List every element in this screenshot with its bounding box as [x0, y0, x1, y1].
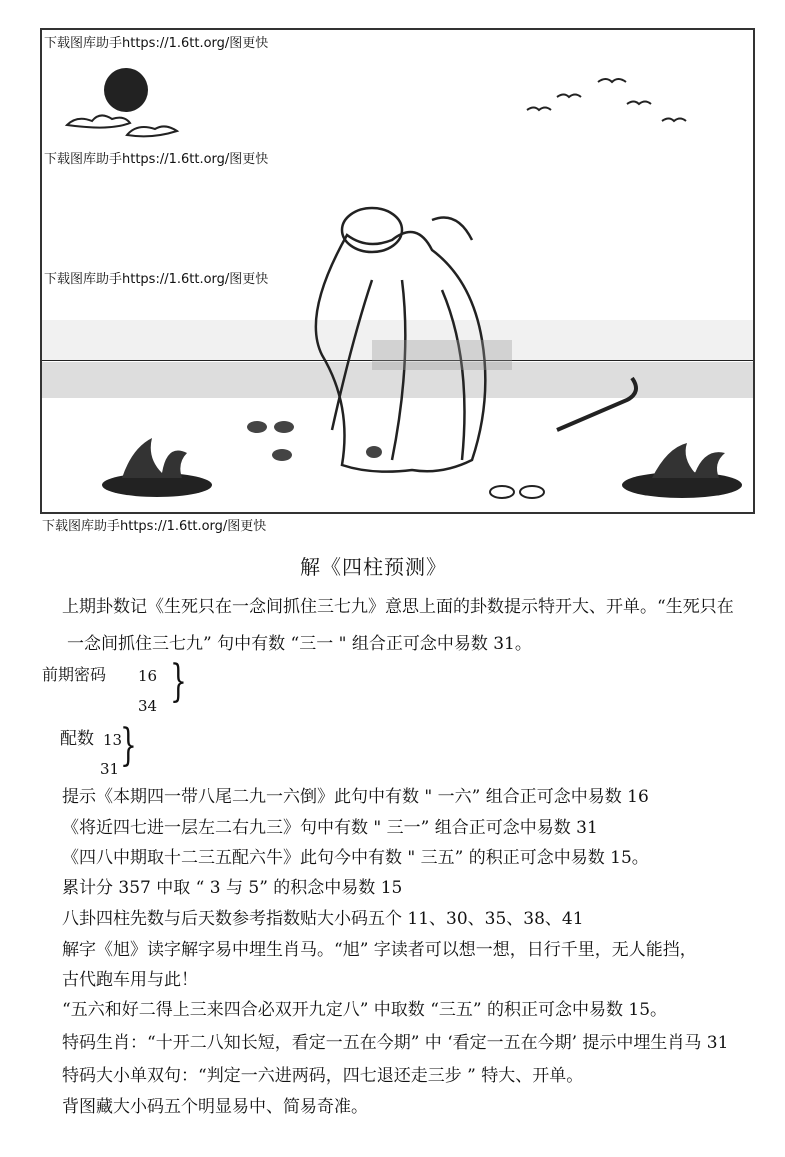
fruit-marks — [247, 421, 382, 461]
previous-code-number: 34 — [138, 697, 158, 715]
watermark: 下载图库助手https://1.6tt.org/图更快 — [44, 32, 268, 51]
hint-line: 《四八中期取十二三五配六牛》此句今中有数 " 三五” 的积正可念中易数 15。 — [62, 848, 649, 868]
sun-mark — [104, 68, 148, 112]
hint-line: 提示《本期四一带八尾二九一六倒》此句中有数 " 一六” 组合正可念中易数 16 — [62, 787, 649, 807]
illustration-frame — [40, 28, 755, 514]
rocks — [490, 486, 544, 498]
previous-code-number: 16 — [138, 667, 158, 685]
brace-mark: } — [120, 720, 137, 771]
article-title: 解《四柱预测》 — [300, 555, 447, 579]
pair-number: 31 — [100, 760, 120, 778]
birds — [527, 79, 686, 121]
hint-line: 《将近四七进一层左二右九三》句中有数 " 三一” 组合正可念中易数 31 — [62, 818, 598, 838]
hint-line: “五六和好二得上三来四合必双开九定八” 中取数 “三五” 的积正可念中易数 15。 — [62, 1000, 668, 1020]
brace-mark: } — [170, 656, 187, 707]
hint-line: 特码大小单双句：“判定一六进两码，四七退还走三步 ” 特大、开单。 — [62, 1066, 584, 1086]
cloud-mark — [67, 115, 130, 127]
intro-line: 一念间抓住三七九” 句中有数 “三一 " 组合正可念中易数 31。 — [67, 634, 532, 654]
watermark: 下载图库助手https://1.6tt.org/图更快 — [44, 148, 268, 167]
hint-line: 累计分 357 中取 “ 3 与 5” 的积念中易数 15 — [62, 878, 403, 898]
cloud-mark — [127, 126, 177, 136]
watermark: 下载图库助手https://1.6tt.org/图更快 — [42, 515, 266, 534]
hint-line: 特码生肖：“十开二八知长短，看定一五在今期” 中 ‘看定一五在今期’ 提示中埋生肖马 31 — [62, 1033, 729, 1053]
intro-line: 上期卦数记《生死只在一念间抓住三七九》意思上面的卦数提示特开大、开单。“生死只在 — [62, 597, 734, 617]
hint-line: 古代跑车用与此！ — [62, 970, 198, 990]
hint-line: 解字《旭》读字解字易中埋生肖马。“旭” 字读者可以想一想，日行千里，无人能挡， — [62, 940, 697, 960]
watermark: 下载图库助手https://1.6tt.org/图更快 — [44, 268, 268, 287]
pair-number-label: 配数 — [60, 729, 94, 749]
previous-code-label: 前期密码 — [42, 665, 107, 684]
pair-number: 13 — [103, 731, 123, 749]
plant-left — [102, 438, 212, 497]
hint-line: 八卦四柱先数与后天数参考指数贴大小码五个 11、30、35、38、41 — [62, 909, 584, 929]
hint-line: 背图藏大小码五个明显易中、简易奇准。 — [62, 1097, 368, 1117]
plant-right — [622, 443, 742, 498]
